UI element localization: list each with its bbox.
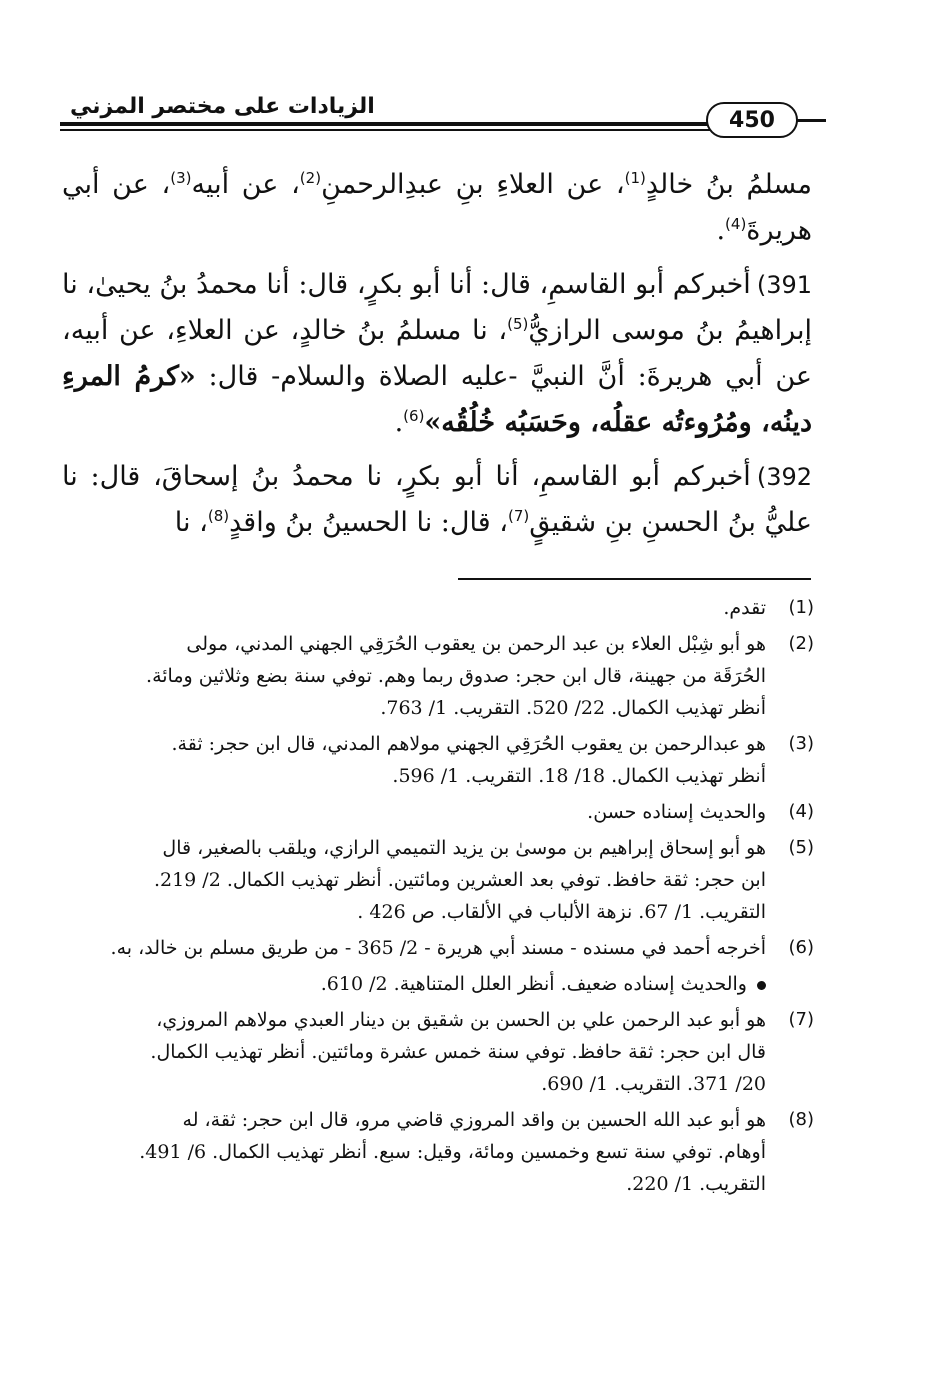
footnote-text [62, 932, 766, 964]
footnote-number: (6) [788, 937, 814, 958]
footnote-number: (4) [788, 801, 814, 822]
footnote-line: هو أبو عبد الله الحسين بن واقد المروزي قاضي مرو، قال ابن حجر: ثقة، له [182, 1109, 766, 1131]
footnote-1 [62, 592, 814, 624]
footnote-line: أوهام. توفي سنة تسع وخمسين ومائة، وقيل: سبع. أنظر تهذيب الكمال. 6/ 491. [139, 1141, 766, 1163]
footnote-separator [458, 578, 811, 580]
footnote-line: والحديث إسناده ضعيف. أنظر العلل المتناهية. 2/ 610. [320, 973, 747, 995]
footnote-text [62, 628, 766, 724]
hadith-number: 391) [756, 271, 812, 299]
text-run: ، قال: نا الحسينُ بنُ واقدٍ [229, 507, 508, 538]
hadith-number: 392) [756, 463, 812, 491]
text-run: ، نا مسلمُ بنُ خالدٍ، عن العلاءِ، عن أبيه، عن أبي هريرةَ: أنَّ النبيَّ -عليه الصلاة والسلام- قال: [62, 315, 812, 392]
footnote-text [62, 796, 766, 828]
page-number-tail [796, 119, 826, 122]
footnote-number: (3) [788, 733, 814, 754]
footnote-line: أنظر تهذيب الكمال. 18/ 18. التقريب. 1/ 596. [392, 765, 766, 787]
footnote-3 [62, 728, 814, 792]
footnote-8 [62, 1104, 814, 1200]
footnote-line: الحُرَقَة من جهينة، قال ابن حجر: صدوق ربما وهم. توفي سنة بضع وثلاثين ومائة. [146, 665, 766, 687]
text-run: مسلمُ بنُ خالدٍ [645, 169, 812, 200]
footnote-number: (2) [788, 633, 814, 654]
footnote-4 [62, 796, 814, 828]
footnote-line: هو عبدالرحمن بن يعقوب الحُرَقِي الجهني مولاهم المدني، قال ابن حجر: ثقة. [171, 733, 766, 755]
hadith-392 [62, 454, 812, 546]
header-rule [60, 122, 725, 126]
text-run: . [716, 215, 726, 246]
footnote-ref[interactable]: (8) [207, 507, 230, 525]
footnote-ref[interactable]: (4) [725, 215, 747, 233]
footnote-line: أخرجه أحمد في مسنده - مسند أبي هريرة - 2/ 365 - من طريق مسلم بن خالد، به. [110, 937, 766, 959]
footnote-line: التقريب. 1/ 67. نزهة الألباب في الألقاب. ص 426 . [357, 901, 766, 923]
footnote-line: هو أبو شِبْل العلاء بن عبد الرحمن بن يعقوب الحُرَقِي الجهني المدني، مولى [186, 633, 766, 655]
footnote-number: (8) [788, 1109, 814, 1130]
footnote-number: (1) [788, 597, 814, 618]
hadith-quote: «كرمُ المرءِ دينُه، ومُرُوءتُه عقلُه، وحَسَبُه خُلُقُه» [62, 361, 812, 438]
footnote-line: قال ابن حجر: ثقة حافظ. توفي سنة خمس عشرة ومائتين. أنظر تهذيب الكمال. [150, 1041, 766, 1063]
page-header [60, 92, 810, 140]
footnote-text [62, 832, 766, 928]
text-run: أخبركم أبو القاسمِ، قال: أنا أبو بكرٍ، قال: أنا محمدُ بنُ يحيىٰ، نا إبراهيمُ بنُ موسى الرازيُّ [62, 269, 812, 346]
footnote-ref[interactable]: (1) [624, 169, 646, 187]
footnote-line: هو أبو إسحاق إبراهيم بن موسىٰ بن يزيد التميمي الرازي، ويلقب بالصغير، قال [162, 837, 766, 859]
text-run: ، عن أبيه [191, 169, 300, 200]
footnote-5 [62, 832, 814, 928]
footnote-6 [62, 932, 814, 964]
text-run: ، عن العلاءِ بنِ عبدِالرحمنِ [321, 169, 625, 200]
footnote-6-note [62, 968, 814, 1000]
footnote-line: ابن حجر: ثقة حافظ. توفي بعد العشرين ومائتين. أنظر تهذيب الكمال. 2/ 219. [153, 869, 766, 891]
bullet-icon [757, 981, 766, 990]
main-text [62, 162, 812, 554]
footnote-line: والحديث إسناده حسن. [587, 801, 766, 823]
footnote-line: أنظر تهذيب الكمال. 22/ 520. التقريب. 1/ 763. [380, 697, 766, 719]
footnote-ref[interactable]: (2) [299, 169, 322, 187]
footnote-text [62, 592, 766, 624]
paragraph-continuation [62, 162, 812, 254]
footnote-ref[interactable]: (6) [403, 407, 425, 425]
header-rule-thin [60, 129, 725, 131]
footnote-ref[interactable]: (3) [170, 169, 192, 187]
footnotes [62, 592, 814, 1204]
text-run: . [394, 407, 404, 438]
footnote-ref[interactable]: (5) [507, 315, 529, 333]
footnote-line: 20/ 371. التقريب. 1/ 690. [541, 1073, 766, 1095]
page-number: 450 [706, 102, 798, 138]
footnote-number: (5) [788, 837, 814, 858]
text-run: ، عن أبي هريرةَ [62, 169, 812, 246]
text-run: ، نا [174, 507, 208, 538]
running-title: الزيادات على مختصر المزني [70, 94, 375, 119]
footnote-line: هو أبو عبد الرحمن علي بن الحسن بن شقيق بن دينار العبدي مولاهم المروزي، [156, 1009, 766, 1031]
text-run: أخبركم أبو القاسمِ، أنا أبو بكرٍ، نا محمدُ بنُ إسحاقَ، قال: نا عليُّ بنُ الحسنِ بنِ شقيقٍ [62, 461, 812, 538]
footnote-text [62, 728, 766, 792]
hadith-391 [62, 262, 812, 446]
footnote-line: تقدم. [723, 597, 766, 619]
footnote-7 [62, 1004, 814, 1100]
footnote-number: (7) [788, 1009, 814, 1030]
footnote-ref[interactable]: (7) [507, 507, 530, 525]
footnote-line: التقريب. 1/ 220. [626, 1173, 766, 1195]
footnote-text [62, 1104, 766, 1200]
footnote-text [62, 1004, 766, 1100]
footnote-2 [62, 628, 814, 724]
